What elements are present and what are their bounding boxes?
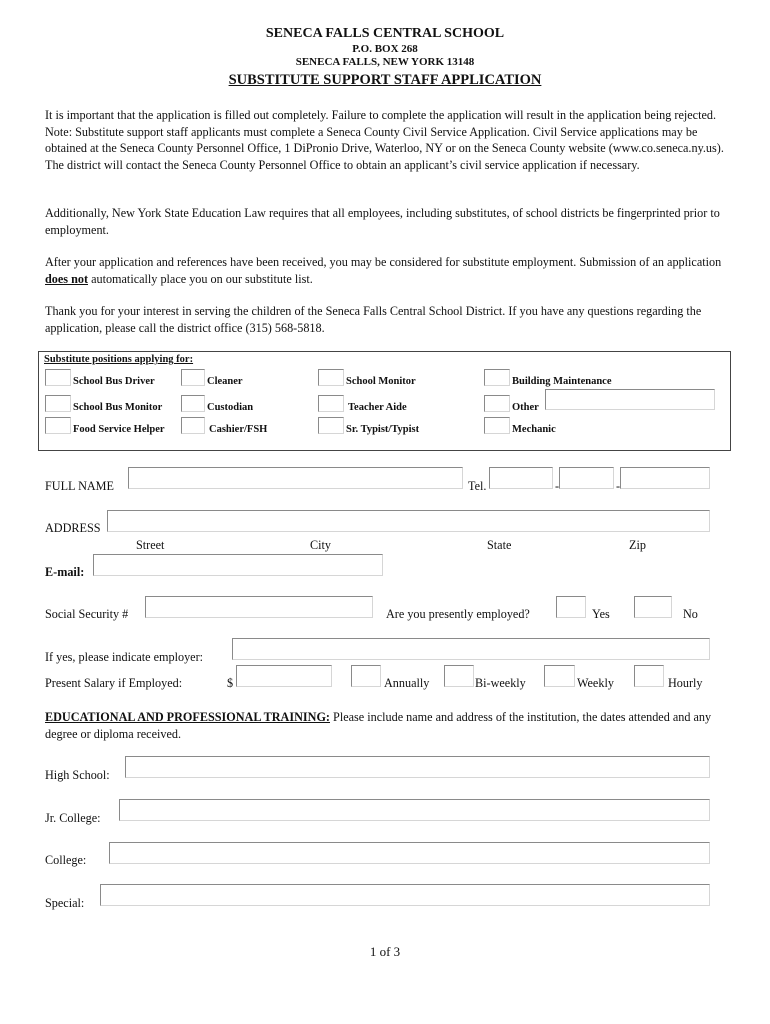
address-input[interactable] <box>107 510 710 532</box>
email-input[interactable] <box>93 554 383 576</box>
employer-label: If yes, please indicate employer: <box>45 650 204 664</box>
salary-dollar-sign: $ <box>227 676 234 690</box>
employed-yes-label: Yes <box>592 607 610 621</box>
other-position-input[interactable] <box>545 389 715 410</box>
email-label: E-mail: <box>45 565 85 579</box>
weekly-label: Weekly <box>577 676 614 690</box>
zip-caption: Zip <box>629 538 646 552</box>
tel-dash-1: - <box>555 479 560 493</box>
label-school-bus-monitor: School Bus Monitor <box>73 402 163 413</box>
intro-paragraph-2: Additionally, New York State Education Law requires that all employees, including substitutes, of school districts be fingerprinted prior to employment. <box>45 206 720 237</box>
jr-college-input[interactable] <box>119 799 710 821</box>
employed-no-checkbox[interactable] <box>634 596 672 618</box>
emphasis-does-not: does not <box>45 271 89 286</box>
intro-paragraph-4: Thank you for your interest in serving the children of the Seneca Falls Central School District. If you have any questions regarding the application, please call the district office (315) 568-5818. <box>45 304 702 335</box>
checkbox-mechanic[interactable] <box>484 417 510 434</box>
high-school-label: High School: <box>45 768 110 782</box>
checkbox-other[interactable] <box>484 395 510 412</box>
school-city: SENECA FALLS, NEW YORK 13148 <box>295 56 475 68</box>
jr-college-label: Jr. College: <box>45 811 101 825</box>
ssn-label: Social Security # <box>45 607 129 621</box>
special-label: Special: <box>45 896 85 910</box>
employed-question: Are you presently employed? <box>386 607 530 621</box>
tel-dash-2: - <box>616 479 621 493</box>
checkbox-cleaner[interactable] <box>181 369 205 386</box>
biweekly-checkbox[interactable] <box>444 665 474 687</box>
label-building-maintenance: Building Maintenance <box>512 376 612 387</box>
label-cashier-fsh: Cashier/FSH <box>209 424 268 435</box>
hourly-checkbox[interactable] <box>634 665 664 687</box>
checkbox-custodian[interactable] <box>181 395 205 412</box>
checkbox-school-monitor[interactable] <box>318 369 344 386</box>
checkbox-typist[interactable] <box>318 417 344 434</box>
page-number: 1 of 3 <box>369 944 401 959</box>
intro-paragraph-1: It is important that the application is filled out completely. Failure to complete the application will result in the application being rejected. Note: Substitute support staff applicants must complete a Seneca County Civil Service Application. Civil Service applications may be obtained at the Seneca County Personnel Office, 1 DiPronio Drive, Waterloo, NY or on the Seneca County website (www.co.seneca.ny.us). The district will contact the Seneca County Personnel Office to obtain an applicant’s civil service application if necessary. <box>45 108 724 172</box>
annually-label: Annually <box>384 676 430 690</box>
salary-input[interactable] <box>236 665 332 687</box>
checkbox-building-maintenance[interactable] <box>484 369 510 386</box>
employer-input[interactable] <box>232 638 710 660</box>
employed-yes-checkbox[interactable] <box>556 596 586 618</box>
street-caption: Street <box>136 538 165 552</box>
label-food-service-helper: Food Service Helper <box>73 424 165 435</box>
state-caption: State <box>487 538 512 552</box>
weekly-checkbox[interactable] <box>544 665 575 687</box>
college-input[interactable] <box>109 842 710 864</box>
intro-paragraph-3: After your application and references have been received, you may be considered for substitute employment. Submission of an application does not automatically place you on our substitute list. <box>45 255 722 286</box>
address-label: ADDRESS <box>45 521 101 535</box>
label-teacher-aide: Teacher Aide <box>348 402 407 413</box>
label-school-monitor: School Monitor <box>346 376 416 387</box>
checkbox-teacher-aide[interactable] <box>318 395 344 412</box>
employed-no-label: No <box>683 607 698 621</box>
positions-heading: Substitute positions applying for: <box>44 354 194 365</box>
special-input[interactable] <box>100 884 710 906</box>
hourly-label: Hourly <box>668 676 703 690</box>
tel-area-code-input[interactable] <box>489 467 553 489</box>
biweekly-label: Bi-weekly <box>475 676 526 690</box>
annually-checkbox[interactable] <box>351 665 381 687</box>
po-box: P.O. BOX 268 <box>352 43 418 55</box>
checkbox-school-bus-driver[interactable] <box>45 369 71 386</box>
high-school-input[interactable] <box>125 756 710 778</box>
checkbox-school-bus-monitor[interactable] <box>45 395 71 412</box>
checkbox-cashier-fsh[interactable] <box>181 417 205 434</box>
school-name: SENECA FALLS CENTRAL SCHOOL <box>265 26 505 41</box>
college-label: College: <box>45 853 87 867</box>
tel-prefix-input[interactable] <box>559 467 614 489</box>
ssn-input[interactable] <box>145 596 373 618</box>
city-caption: City <box>310 538 331 552</box>
tel-label: Tel. <box>468 479 487 493</box>
label-cleaner: Cleaner <box>207 376 243 387</box>
education-section-heading: EDUCATIONAL AND PROFESSIONAL TRAINING: Please include name and address of the institution, the dates attended and any degree or diploma received. <box>45 710 712 741</box>
label-other: Other <box>512 402 539 413</box>
label-custodian: Custodian <box>207 402 254 413</box>
label-typist: Sr. Typist/Typist <box>346 424 420 435</box>
label-school-bus-driver: School Bus Driver <box>73 376 155 387</box>
label-mechanic: Mechanic <box>512 424 556 435</box>
salary-label: Present Salary if Employed: <box>45 676 183 690</box>
full-name-label: FULL NAME <box>45 479 114 493</box>
tel-line-input[interactable] <box>620 467 710 489</box>
form-title: SUBSTITUTE SUPPORT STAFF APPLICATION <box>228 72 542 88</box>
checkbox-food-service-helper[interactable] <box>45 417 71 434</box>
full-name-input[interactable] <box>128 467 463 489</box>
